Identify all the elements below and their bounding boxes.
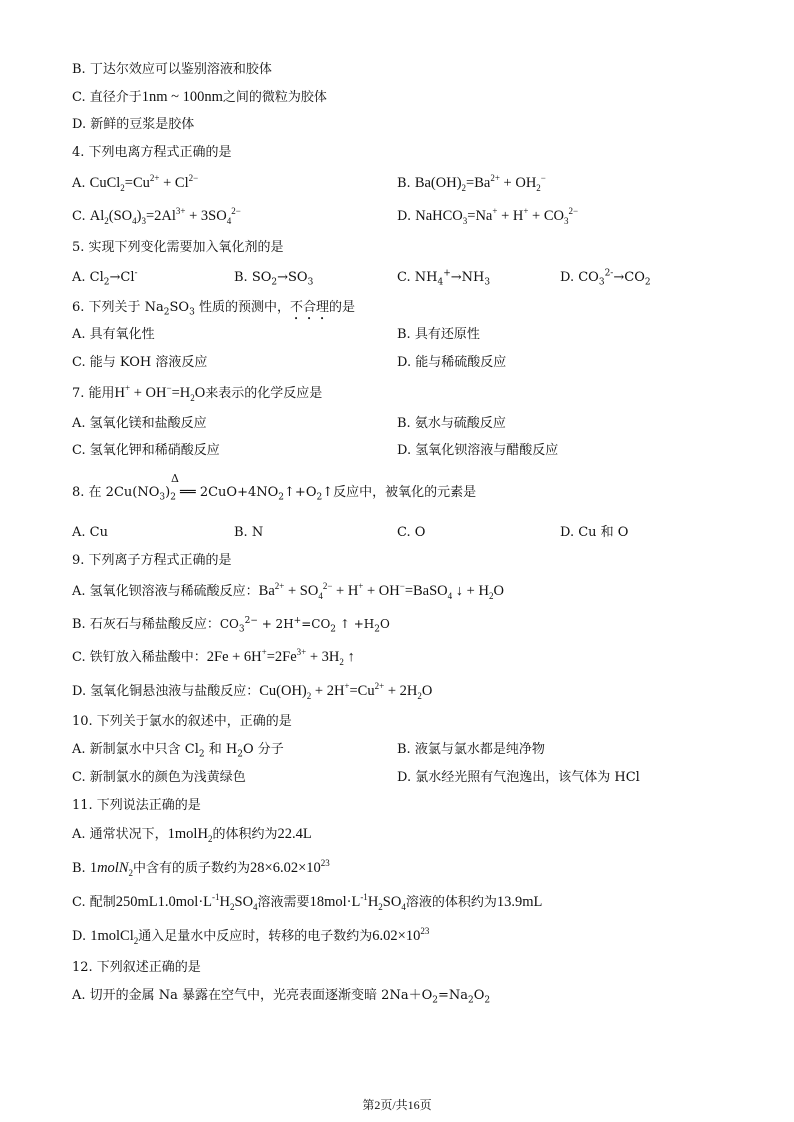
q6-option-c: C. 能与 KOH 溶液反应 — [72, 355, 208, 370]
option-b-tyndall: B. 丁达尔效应可以鉴别溶液和胶体 — [72, 62, 272, 77]
q6-option-d: D. 能与稀硫酸反应 — [397, 355, 507, 370]
q7-option-b: B. 氨水与硫酸反应 — [397, 416, 506, 431]
q9-option-d: D. 氢氧化铜悬浊液与盐酸反应：$Cu(OH)_2 + 2H^+=Cu^{2+} + 2H_2O$ — [72, 681, 433, 701]
q9-option-a: A. 氢氧化钡溶液与稀硫酸反应：$Ba^{2+} + SO_4^{2-} + H^+$ + OH−=BaSO$_4$ ↓ + $H_2O$ — [72, 581, 504, 601]
emphasis-not-reasonable: 不合理 — [289, 300, 329, 315]
q10-option-c: C. 新制氯水的颜色为浅黄绿色 — [72, 770, 246, 785]
page-footer: 第2页/共16页 — [362, 1098, 432, 1112]
q8-option-a: A. Cu — [72, 525, 108, 540]
q4-option-a: A. $CuCl_2=Cu^{2+} + Cl^{2-}$ — [72, 173, 199, 193]
question-11: 11. 下列说法正确的是 — [72, 798, 201, 813]
q10-option-d: D. 氯水经光照有气泡逸出，该气体为 HCl — [397, 770, 640, 785]
option-d-soy-milk: D. 新鲜的豆浆是胶体 — [72, 117, 195, 132]
q9-option-b: B. 石灰石与稀盐酸反应：$CO_3^{2-} + 2H^+=CO_2$ ↑ $+H_2O$ — [72, 616, 390, 635]
q4-option-d: D. NaHCO$_3$=Na+ + $H^+ + CO_3^{2-}$ — [397, 206, 579, 226]
q5-option-c: C. $NH_4^+\to NH_3$ — [397, 268, 491, 288]
q10-option-a: A. 新制氯水中只含 $Cl_2$ 和 $H_2O$ 分子 — [72, 742, 284, 760]
q6-option-a: A. 具有氧化性 — [72, 327, 155, 342]
question-8: 8. 在 $2Cu(NO_3)_2$ ══ $2CuO+4NO_2↑+O_2↑$反应中，被氧化的元素是 — [72, 485, 477, 503]
q8-option-c: C. O — [397, 525, 426, 540]
question-5: 5. 实现下列变化需要加入氧化剂的是 — [72, 240, 284, 255]
question-4: 4. 下列电离方程式正确的是 — [72, 145, 232, 160]
question-12: 12. 下列叙述正确的是 — [72, 960, 201, 975]
question-10: 10. 下列关于氯水的叙述中，正确的是 — [72, 714, 292, 729]
q7-option-d: D. 氢氧化钡溶液与醋酸反应 — [397, 443, 559, 458]
q8-option-d: D. Cu 和 O — [560, 525, 629, 540]
q4-option-c: C. $Al_2(SO_4)_3=2Al^{3+} + 3SO_4^{2-}$ — [72, 206, 241, 226]
q5-option-a: A. $Cl_2\to Cl^-$ — [72, 268, 138, 288]
q11-option-c: C. 配制$250mL1.0mol\cdot L^{-1}H_2SO_4$溶液需要$18mol\cdot L^{-1}H_2SO_4$溶液的体积约为13.9mL — [72, 892, 543, 912]
q8-option-b: B. N — [234, 525, 264, 540]
q11-option-d: D. 1molCl$_2$通入足量水中反应时，转移的电子数约为$6.02\times 10^{23}$ — [72, 926, 430, 946]
q7-option-a: A. 氢氧化镁和盐酸反应 — [72, 416, 207, 431]
question-6: 6. 下列关于 $Na_2SO_3$ 性质的预测中，不合理的是 — [72, 300, 356, 318]
q6-option-b: B. 具有还原性 — [397, 327, 480, 342]
q10-option-b: B. 液氯与氯水都是纯净物 — [397, 742, 545, 757]
q11-option-b: B. 1molN$_2$中含有的质子数约为$28\times 6.02\times 10^{23}$ — [72, 858, 330, 878]
q4-option-b: B. $Ba(OH)_2=Ba^{2+} + OH_2^-$ — [397, 173, 546, 193]
q5-option-b: B. $SO_2\to SO_3$ — [234, 270, 314, 288]
q7-option-c: C. 氢氧化钾和稀硝酸反应 — [72, 443, 220, 458]
q5-option-d: D. $CO_3^{2-}\to CO_2$ — [560, 268, 651, 288]
heat-delta-symbol: Δ — [171, 472, 179, 485]
q11-option-a: A. 通常状况下，1molH$_2$的体积约为22.4L — [72, 826, 312, 844]
option-c-particle-size: C. 直径介于1nm ~ 100nm之间的微粒为胶体 — [72, 89, 327, 105]
question-9: 9. 下列离子方程式正确的是 — [72, 553, 232, 568]
q12-option-a: A. 切开的金属 Na 暴露在空气中，光亮表面逐渐变暗 $2Na+O_2=Na_2O_2$ — [72, 988, 491, 1006]
question-7: 7. 能用$H^+ + OH^-=H_2O$来表示的化学反应是 — [72, 383, 323, 403]
q9-option-c: C. 铁钉放入稀盐酸中：$2Fe + 6H^+=2Fe^{3+} + 3H_2$ ↑ — [72, 647, 355, 667]
